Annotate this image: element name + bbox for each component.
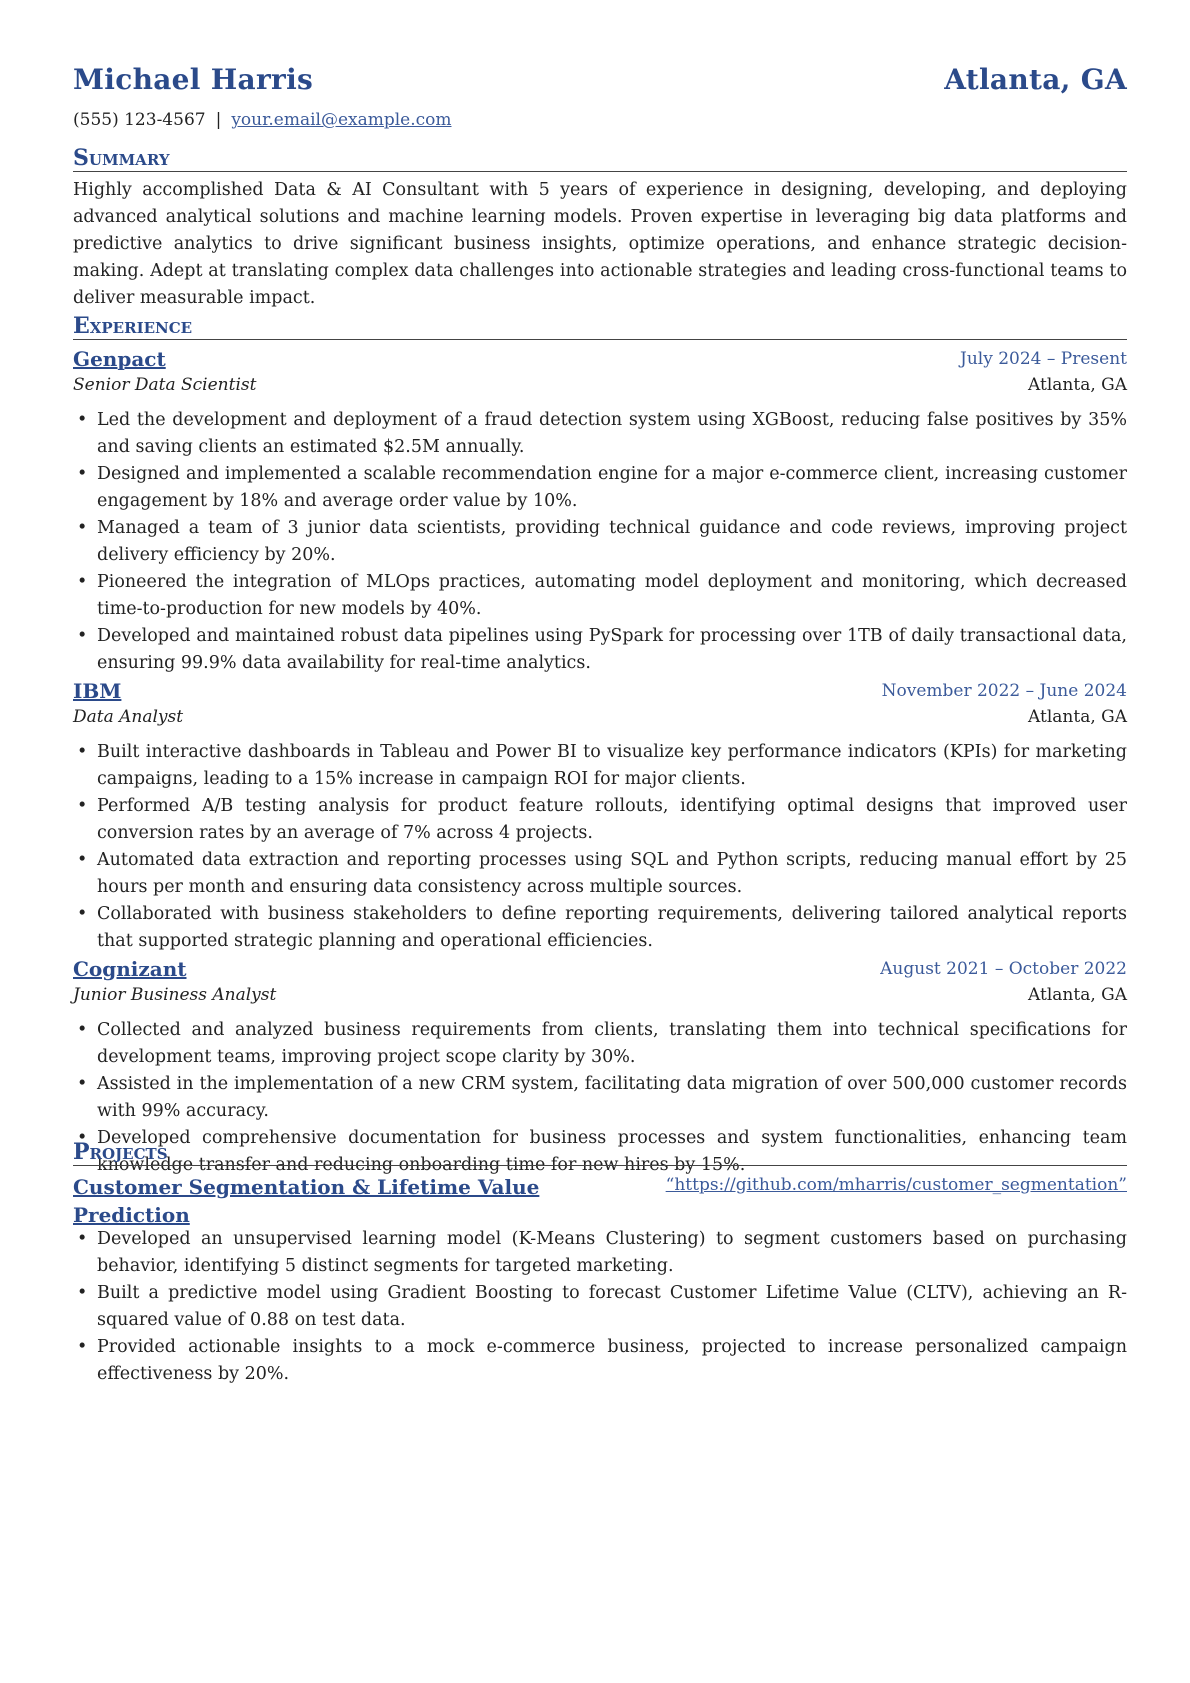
summary-section (73, 145, 1127, 312)
job-location: Atlanta, GA (1028, 375, 1127, 395)
list-item: • Provided actionable insights to a mock e-commerce business, projected to increase personalized campaign effectiveness by 20%. (97, 1334, 1127, 1388)
contact-separator: | (215, 110, 222, 130)
project-repo-link[interactable]: “https://github.com/mharris/customer_segmentation” (665, 1175, 1127, 1195)
list-item: • Assisted in the implementation of a new CRM system, facilitating data migration of over 500,000 customer records with 99% accuracy. (97, 1071, 1127, 1125)
job-dates: November 2022 – June 2024 (881, 681, 1127, 701)
list-item: • Managed a team of 3 junior data scientists, providing technical guidance and code reviews, improving project delivery efficiency by 20%. (97, 515, 1127, 569)
list-item: • Collaborated with business stakeholders to define reporting requirements, delivering tailored analytical reports that supported strategic planning and operational efficiencies. (97, 901, 1127, 955)
projects-title: Projects (73, 1139, 1127, 1166)
project-title-link[interactable]: Customer Segmentation & Lifetime Value Prediction (73, 1175, 540, 1227)
job-role: Data Analyst (73, 707, 184, 727)
list-item: • Automated data extraction and reporting processes using SQL and Python scripts, reducing manual effort by 25 hours per month and ensuring data consistency across multiple sources. (97, 847, 1127, 901)
company-link[interactable]: Cognizant (73, 957, 187, 981)
project-bullets (73, 1226, 1127, 1388)
summary-title: Summary (73, 145, 1127, 172)
list-item: • Pioneered the integration of MLOps practices, automating model deployment and monitoring, which decreased time-to-production for new models by 40%. (97, 569, 1127, 623)
candidate-location: Atlanta, GA (944, 63, 1127, 96)
contact-line (73, 110, 452, 130)
list-item: • Developed comprehensive documentation for business processes and system functionalities, enhancing team knowledge transfer and reducing onboarding time for new hires by 15%. (97, 1125, 1127, 1179)
list-item: • Developed an unsupervised learning model (K-Means Clustering) to segment customers based on purchasing behavior, identifying 5 distinct segments for targeted marketing. (97, 1226, 1127, 1280)
list-item: • Built interactive dashboards in Tableau and Power BI to visualize key performance indicators (KPIs) for marketing campaigns, leading to a 15% increase in campaign ROI for major clients. (97, 739, 1127, 793)
list-item: • Led the development and deployment of a fraud detection system using XGBoost, reducing false positives by 35% and saving clients an estimated $2.5M annually. (97, 407, 1127, 461)
job-role: Junior Business Analyst (73, 985, 277, 1005)
job-bullets (73, 407, 1127, 677)
resume-header (73, 0, 1127, 140)
job-role: Senior Data Scientist (73, 375, 257, 395)
job-entry (73, 679, 1127, 955)
project-entry (73, 1173, 1127, 1388)
experience-section (73, 313, 1127, 1179)
email-link[interactable]: your.email@example.com (231, 110, 452, 130)
summary-text: Highly accomplished Data & AI Consultant with 5 years of experience in designing, developing, and deploying advanced analytical solutions and machine learning models. Proven expertise in leveraging big data platforms and predictive analytics to drive significant business insights, optimize operations, and enhance strategic decision-making. Adept at translating complex data challenges into actionable strategies and leading cross-functional teams to deliver measurable impact. (73, 180, 1127, 308)
list-item: • Collected and analyzed business requirements from clients, translating them into technical specifications for development teams, improving project scope clarity by 30%. (97, 1017, 1127, 1071)
list-item: • Designed and implemented a scalable recommendation engine for a major e-commerce client, increasing customer engagement by 18% and average order value by 10%. (97, 461, 1127, 515)
job-location: Atlanta, GA (1028, 985, 1127, 1005)
job-dates: August 2021 – October 2022 (880, 959, 1127, 979)
phone-number: (555) 123-4567 (73, 110, 206, 130)
company-link[interactable]: Genpact (73, 347, 166, 371)
job-location: Atlanta, GA (1028, 707, 1127, 727)
list-item: • Performed A/B testing analysis for product feature rollouts, identifying optimal designs that improved user conversion rates by an average of 7% across 4 projects. (97, 793, 1127, 847)
resume-page (73, 0, 1127, 1384)
list-item: • Built a predictive model using Gradient Boosting to forecast Customer Lifetime Value (CLTV), achieving an R-squared value of 0.88 on test data. (97, 1280, 1127, 1334)
candidate-name: Michael Harris (73, 63, 314, 96)
projects-section (73, 1139, 1127, 1388)
experience-title: Experience (73, 313, 1127, 340)
job-bullets (73, 739, 1127, 955)
company-link[interactable]: IBM (73, 679, 122, 703)
job-entry (73, 347, 1127, 677)
list-item: • Developed and maintained robust data pipelines using PySpark for processing over 1TB of daily transactional data, ensuring 99.9% data availability for real-time analytics. (97, 623, 1127, 677)
job-dates: July 2024 – Present (960, 349, 1127, 369)
